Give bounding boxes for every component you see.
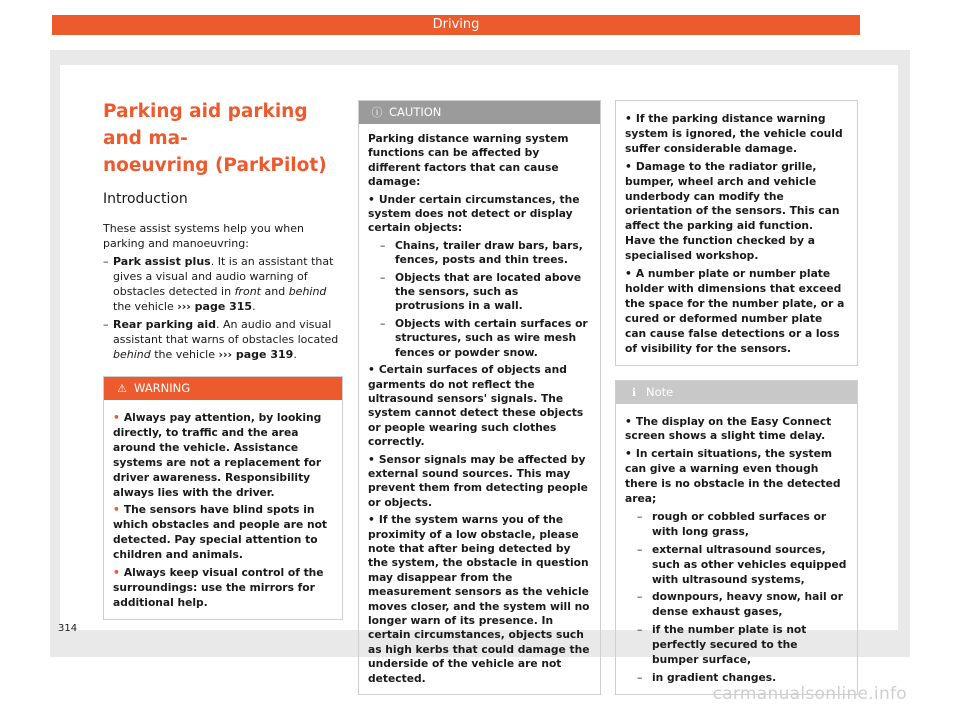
- column-middle: [358, 100, 601, 695]
- sub-list-item: – rough or cobbled surfaces or with long grass,: [637, 509, 827, 538]
- warning-triangle-icon: ⚠: [117, 382, 127, 395]
- sub-list-item: – in gradient changes.: [637, 671, 777, 684]
- sub-list-item: – Objects that are located above the sensors, such as protrusions in a wall.: [380, 270, 582, 313]
- list-item: • Certain surfaces of objects and garments do not reflect the ultrasound sensors' signals. The system cannot detect these objects or people wearing such clothes correctly.: [368, 363, 584, 449]
- list-item: • Sensor signals may be affected by external sound sources. This may prevent them from detecting people or objects.: [368, 452, 588, 509]
- warning-header: ⚠ WARNING: [104, 377, 342, 400]
- list-item: • Always pay attention, by looking directly, to traffic and the area around the vehicle. Assistance systems are not a replacement for driver awareness. Responsibility always lies with the driver.: [113, 411, 322, 499]
- list-item: – Rear parking aid. An audio and visual assistant that warns of obstacles located behind the vehicle ››› page 319.: [103, 318, 339, 361]
- list-item: • A number plate or number plate holder with dimensions that exceed the space for the number plate, or a cured or deformed number plate can cause false detections or a loss of visibility for the sensors.: [625, 267, 845, 355]
- page-title: Parking aid parking and ma- noeuvring (ParkPilot): [103, 101, 327, 176]
- sub-list-item: – external ultrasound sources, such as other vehicles equipped with ultrasound systems,: [637, 542, 847, 586]
- exclamation-circle-icon: ⓘ: [371, 106, 383, 119]
- section-header: Driving: [52, 15, 860, 35]
- section-subtitle: Introduction: [103, 191, 188, 207]
- sub-list-item: – Chains, trailer draw bars, bars, fences, posts and thin trees.: [380, 238, 583, 267]
- list-item: • If the system warns you of the proximity of a low obstacle, please note that after being detected by the system, the obstacle in question may disappear from the measurement sensors as the vehicle moves closer, and the system will no longer warn of its presence. In certain circumstances, objects such as high kerbs that could damage the underside of the vehicle are not detected.: [368, 513, 590, 685]
- caution-intro: Parking distance warning system functions can be affected by different factors that can cause damage:: [368, 132, 569, 189]
- watermark: carmanualsonline.info: [712, 684, 907, 704]
- page-link[interactable]: ››› page 319: [218, 348, 294, 361]
- column-left: [103, 98, 343, 620]
- list-item: • Damage to the radiator grille, bumper, wheel arch and vehicle underbody can modify the orientation of the sensors. This can affect the parking aid function. Have the function checked by a specialised workshop.: [625, 159, 840, 263]
- list-item: • If the parking distance warning system is ignored, the vehicle could suffer considerable damage.: [625, 112, 843, 155]
- list-item: • Under certain circumstances, the system does not detect or display certain objects:: [368, 192, 580, 235]
- caution-header: ⓘ CAUTION: [359, 101, 600, 124]
- list-item: • The sensors have blind spots in which obstacles and people are not detected. Pay special attention to children and animals.: [113, 503, 328, 562]
- warning-box: [103, 376, 343, 620]
- page-number: 314: [58, 623, 78, 634]
- caution-box: [358, 100, 601, 695]
- sub-list-item: – downpours, heavy snow, hail or dense exhaust gases,: [637, 590, 843, 619]
- page-link[interactable]: ››› page 315: [177, 300, 253, 313]
- intro-text: These assist systems help you when parking and manoeuvring:: [103, 222, 304, 250]
- note-box: [615, 380, 858, 695]
- info-icon: ℹ: [631, 385, 637, 399]
- sub-list-item: – if the number plate is not perfectly secured to the bumper surface,: [637, 623, 807, 667]
- list-item: • The display on the Easy Connect screen shows a slight time delay.: [625, 414, 832, 443]
- note-header: ℹ Note: [616, 381, 857, 404]
- list-item: • Always keep visual control of the surroundings: use the mirrors for additional help.: [113, 566, 324, 609]
- caution-continued-box: [615, 100, 858, 366]
- list-item: • In certain situations, the system can give a warning even though there is no obstacle in the detected area;: [625, 447, 841, 506]
- list-item: – Park assist plus. It is an assistant that gives a visual and audio warning of obstacles detected in front and behind the vehicle ››› page 315.: [103, 255, 334, 313]
- column-right: [615, 100, 858, 695]
- sub-list-item: – Objects with certain surfaces or structures, such as wire mesh fences or powder snow.: [380, 316, 588, 359]
